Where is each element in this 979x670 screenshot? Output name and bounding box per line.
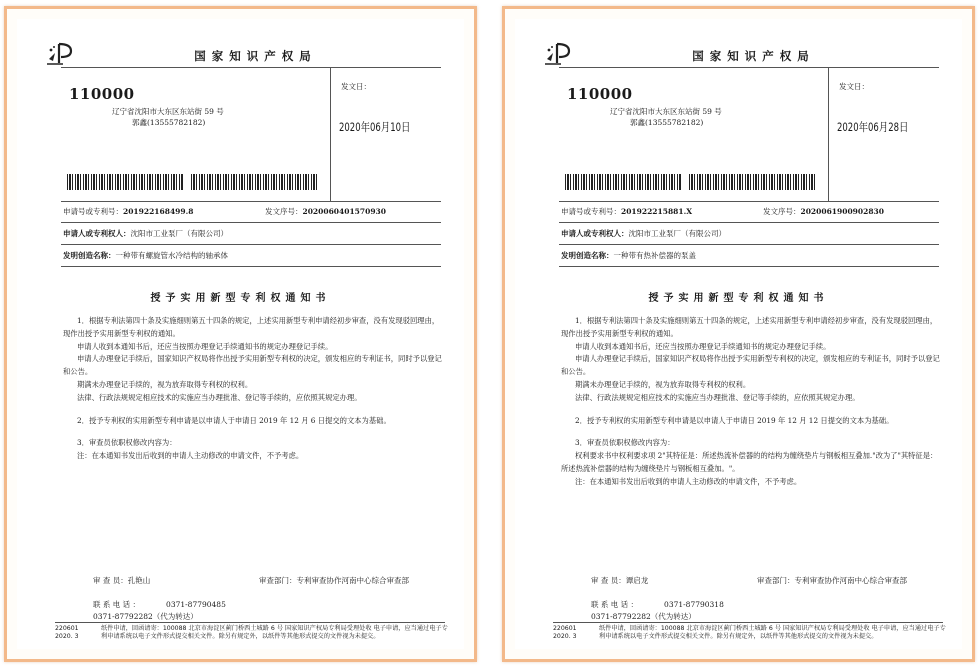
address: 辽宁省沈阳市大东区东站街 59 号 xyxy=(112,107,224,116)
footer-text: 纸件申请，回函请寄：100088 北京市海淀区蓟门桥西土城路 6 号 国家知识产权局专利局受理处收 电子申请，应当通过电子专利申请系统以电子文件形式提交相关文件。除另有规定外，以纸件等其他形式提交的文件视为未提交。 xyxy=(101,625,448,640)
document-page xyxy=(17,19,464,649)
body-paragraph: 申请人收到本通知书后，还应当按照办理登记手续通知书的规定办理登记手续。 xyxy=(77,341,333,351)
office-name: 国家知识产权局 xyxy=(194,49,317,63)
applicant-label: 申请人或专利权人： xyxy=(561,229,629,238)
footer-text: 纸件申请，回函请寄：100088 北京市海淀区蓟门桥西土城路 6 号 国家知识产权局专利局受理处收 电子申请，应当通过电子专利申请系统以电子文件形式提交相关文件。除另有规定外，以纸件等其他形式提交的文件视为未提交。 xyxy=(599,625,946,640)
footer-codes xyxy=(553,625,593,641)
phone-label: 联 系 电 话 ： xyxy=(591,600,639,609)
relay-phone: 0371-87792282（代为转达） xyxy=(591,612,696,621)
invention-title: 一种带有螺旋管水冷结构的轴承体 xyxy=(115,251,228,260)
recipient: 郭鑫(13555782182) xyxy=(630,118,704,127)
postcode: 110000 xyxy=(567,85,633,103)
header-column-divider xyxy=(330,67,331,201)
examiner-field xyxy=(93,575,150,586)
row-divider xyxy=(559,266,939,267)
application-number-field xyxy=(561,206,692,217)
application-number: 201922168499.8 xyxy=(123,207,194,216)
phone-field xyxy=(591,599,724,610)
form-code: 220601 xyxy=(55,625,79,632)
barcode xyxy=(565,174,681,190)
document-page xyxy=(515,19,962,649)
application-number: 201922215881.X xyxy=(621,207,693,216)
barcode xyxy=(191,174,317,190)
applicant: 沈阳市工业泵厂（有限公司） xyxy=(130,229,228,238)
row-divider xyxy=(559,244,939,245)
notice-body xyxy=(561,315,941,489)
header-bottom-divider xyxy=(559,201,939,202)
row-divider xyxy=(61,266,441,267)
body-paragraph: 期满未办理登记手续的，视为放弃取得专利权的权利。 xyxy=(77,379,253,389)
office-name: 国家知识产权局 xyxy=(692,49,815,63)
application-number-label: 申请号或专利号： xyxy=(63,207,123,216)
examiner: 谭启龙 xyxy=(625,576,649,585)
body-paragraph: 权利要求书中权利要求项 2"其特征是：所述热流补偿器的的结构为缠绕垫片与钢板相互叠加."改为了"其特征是：所述热流补偿器的结构为缠绕垫片与钢板相互叠加。"。 xyxy=(561,451,938,473)
barcode xyxy=(689,174,815,190)
body-paragraph: 期满未办理登记手续的，视为放弃取得专利权的权利。 xyxy=(575,379,751,389)
recipient: 郭鑫(13555782182) xyxy=(132,118,206,127)
phone: 0371-87790485 xyxy=(166,600,226,609)
header-bottom-divider xyxy=(61,201,441,202)
row-divider xyxy=(61,244,441,245)
body-paragraph: 注：在本通知书发出后收到的申请人主动修改的申请文件，不予考虑。 xyxy=(77,451,304,461)
notice-title: 授予实用新型专利权通知书 xyxy=(150,293,331,304)
phone-label: 联 系 电 话 ： xyxy=(93,600,141,609)
body-paragraph: 1．根据专利法第四十条及实施细则第五十四条的规定，上述实用新型专利申请经初步审查，没有发现驳回理由，现作出授予实用新型专利权的通知。 xyxy=(561,316,938,338)
body-paragraph: 注：在本通知书发出后收到的申请人主动修改的申请文件，不予考虑。 xyxy=(575,476,802,486)
notice-body xyxy=(63,315,443,463)
serial-number-field xyxy=(265,206,386,217)
row-divider xyxy=(61,222,441,223)
patent-notice-document-2 xyxy=(502,6,975,662)
serial-number: 2020061900902830 xyxy=(800,207,884,216)
address-block xyxy=(610,106,722,128)
invention-title-field xyxy=(561,250,696,261)
application-number-label: 申请号或专利号： xyxy=(561,207,621,216)
form-version: 2020. 3 xyxy=(55,633,79,640)
header-divider xyxy=(61,67,441,68)
phone: 0371-87790318 xyxy=(664,600,724,609)
barcode xyxy=(67,174,183,190)
applicant-label: 申请人或专利权人： xyxy=(63,229,131,238)
invention-title-field xyxy=(63,250,228,261)
department-field xyxy=(259,575,409,586)
header-column-divider xyxy=(828,67,829,201)
send-date-label: 发文日： xyxy=(839,82,869,91)
body-paragraph: 法律、行政法规规定相应技术的实施应当办理批准、登记等手续的，应依照其规定办理。 xyxy=(77,392,362,402)
form-version: 2020. 3 xyxy=(553,633,577,640)
footer-codes xyxy=(55,625,95,641)
body-paragraph: 申请人办理登记手续后，国家知识产权局将作出授予实用新型专利权的决定，颁发相应的专利证书，同时予以登记和公告。 xyxy=(561,354,940,377)
invention-title: 一种带有热补偿器的泵盖 xyxy=(613,251,696,260)
body-paragraph: 申请人收到本通知书后，还应当按照办理登记手续通知书的规定办理登记手续。 xyxy=(575,341,831,351)
applicant-field xyxy=(561,228,726,239)
send-date: 2020年06月28日 xyxy=(837,120,909,134)
department: 专利审查协作河南中心综合审查部 xyxy=(296,576,409,585)
row-divider xyxy=(559,222,939,223)
applicant-field xyxy=(63,228,228,239)
department: 专利审查协作河南中心综合审查部 xyxy=(794,576,907,585)
department-label: 审查部门： xyxy=(757,576,795,585)
notice-title: 授予实用新型专利权通知书 xyxy=(648,293,829,304)
body-paragraph: 3．审查员依职权修改内容为： xyxy=(575,438,675,448)
serial-number-label: 发文序号： xyxy=(265,207,303,216)
footer-divider xyxy=(553,622,943,623)
application-number-field xyxy=(63,206,193,217)
examiner-label: 审 查 员： xyxy=(591,576,626,585)
relay-phone: 0371-87792282（代为转达） xyxy=(93,612,198,621)
examiner-label: 审 查 员： xyxy=(93,576,128,585)
serial-number-field xyxy=(763,206,884,217)
examiner-field xyxy=(591,575,648,586)
serial-number-label: 发文序号： xyxy=(763,207,801,216)
footer-divider xyxy=(55,622,445,623)
serial-number: 2020060401570930 xyxy=(302,207,386,216)
department-label: 审查部门： xyxy=(259,576,297,585)
body-paragraph: 申请人办理登记手续后，国家知识产权局将作出授予实用新型专利权的决定，颁发相应的专利证书，同时予以登记和公告。 xyxy=(63,354,442,377)
header-divider xyxy=(559,67,939,68)
invention-title-label: 发明创造名称： xyxy=(63,251,116,260)
body-paragraph: 3．审查员依职权修改内容为： xyxy=(77,438,177,448)
department-field xyxy=(757,575,907,586)
applicant: 沈阳市工业泵厂（有限公司） xyxy=(628,229,726,238)
examiner: 孔艳山 xyxy=(127,576,151,585)
address: 辽宁省沈阳市大东区东站街 59 号 xyxy=(610,107,722,116)
body-paragraph: 2．授予专利权的实用新型专利申请是以申请人于申请日 2019 年 12 月 6 日提交的文本为基础。 xyxy=(77,415,391,425)
patent-notice-document-1 xyxy=(4,6,477,662)
send-date-label: 发文日： xyxy=(341,82,371,91)
send-date: 2020年06月10日 xyxy=(339,120,411,134)
form-code: 220601 xyxy=(553,625,577,632)
postcode: 110000 xyxy=(69,85,135,103)
phone-field xyxy=(93,599,226,610)
body-paragraph: 1．根据专利法第四十条及实施细则第五十四条的规定，上述实用新型专利申请经初步审查，没有发现驳回理由，现作出授予实用新型专利权的通知。 xyxy=(63,316,440,338)
address-block xyxy=(112,106,224,128)
body-paragraph: 法律、行政法规规定相应技术的实施应当办理批准、登记等手续的，应依照其规定办理。 xyxy=(575,392,860,402)
invention-title-label: 发明创造名称： xyxy=(561,251,614,260)
body-paragraph: 2．授予专利权的实用新型专利申请是以申请人于申请日 2019 年 12 月 12 日提交的文本为基础。 xyxy=(575,415,894,425)
